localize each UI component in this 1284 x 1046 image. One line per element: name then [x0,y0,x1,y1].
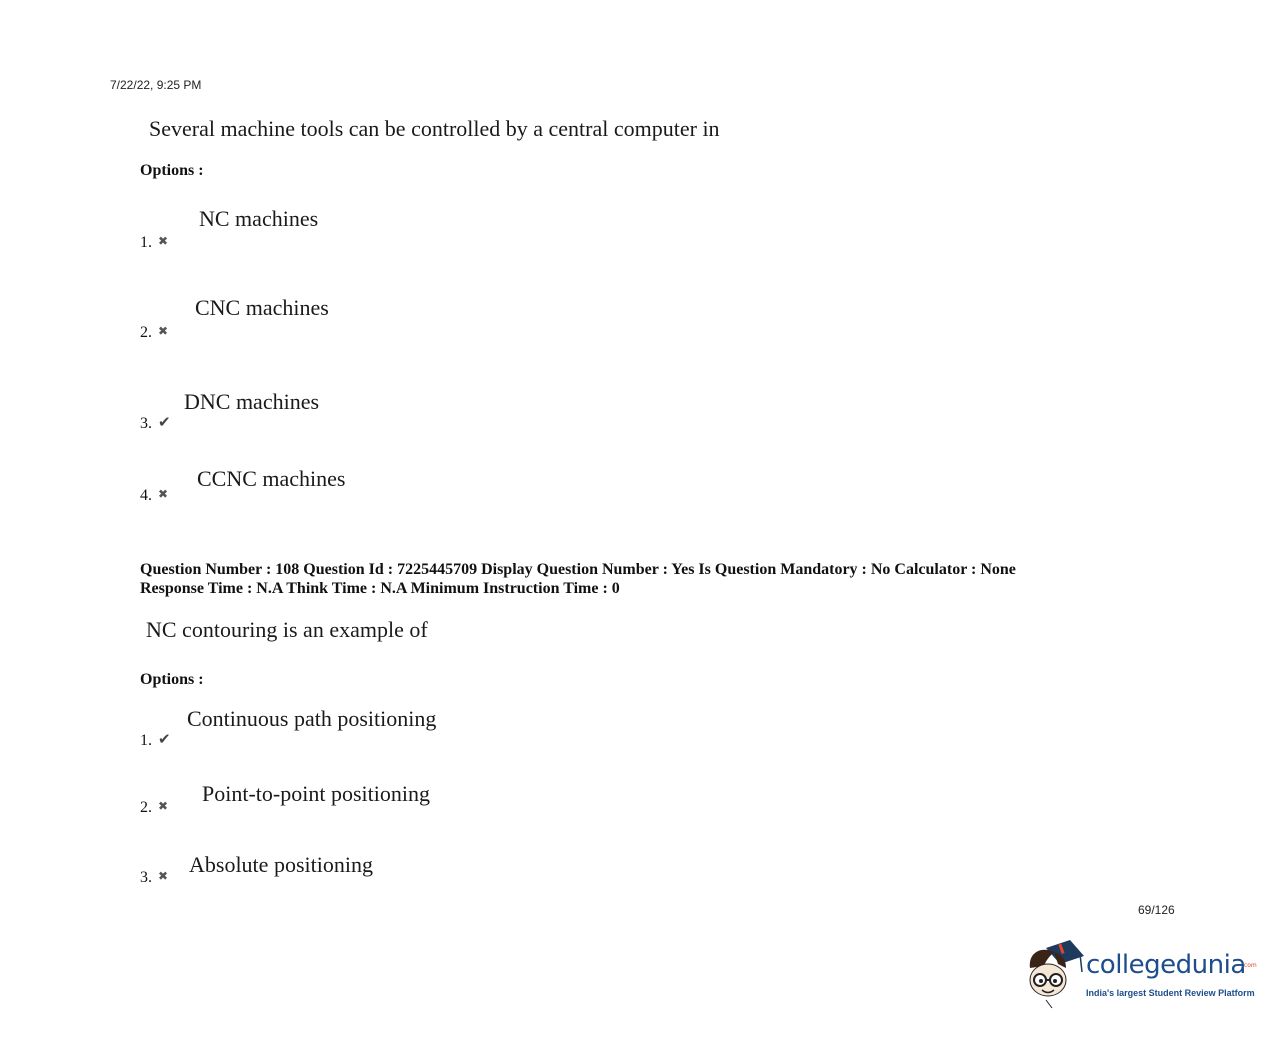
mascot-icon [1024,938,1086,1010]
question-2-text: NC contouring is an example of [146,617,428,642]
question-meta-line-2: Response Time : N.A Think Time : N.A Minimum Instruction Time : 0 [140,580,620,597]
wrong-mark-icon: ✖ [158,234,169,248]
option-number: 3. ✔ [140,413,171,432]
correct-mark-icon: ✔ [158,413,171,431]
option-number: 2. ✖ [140,799,169,816]
option-number: 3. ✖ [140,869,169,886]
option-text: Continuous path positioning [187,706,437,731]
options-label: Options : [140,162,204,179]
question-meta-line-1: Question Number : 108 Question Id : 7225445709 Display Question Number : Yes Is Question Mandatory : No Calculator : None [140,561,1016,578]
question-1-text: Several machine tools can be controlled by a central computer in [149,116,720,141]
logo-suffix: .com [1242,962,1257,969]
options-label: Options : [140,671,204,688]
option-text: CNC machines [195,295,329,320]
option-number: 4. ✖ [140,487,169,504]
wrong-mark-icon: ✖ [158,487,169,501]
option-text: Point-to-point positioning [202,781,430,806]
logo-wordmark: collegedunia [1086,950,1246,980]
logo-tagline: India's largest Student Review Platform [1086,988,1255,998]
correct-mark-icon: ✔ [158,730,171,748]
option-text: CCNC machines [197,466,346,491]
option-text: NC machines [199,206,319,231]
print-timestamp: 7/22/22, 9:25 PM [110,78,202,92]
option-number: 1. ✔ [140,730,171,749]
option-number: 2. ✖ [140,324,169,341]
option-text: Absolute positioning [189,852,373,877]
page-number: 69/126 [1138,903,1175,917]
collegedunia-logo [1024,938,1257,1010]
wrong-mark-icon: ✖ [158,869,169,883]
wrong-mark-icon: ✖ [158,799,169,813]
option-text: DNC machines [184,389,320,414]
wrong-mark-icon: ✖ [158,324,169,338]
option-number: 1. ✖ [140,234,169,251]
